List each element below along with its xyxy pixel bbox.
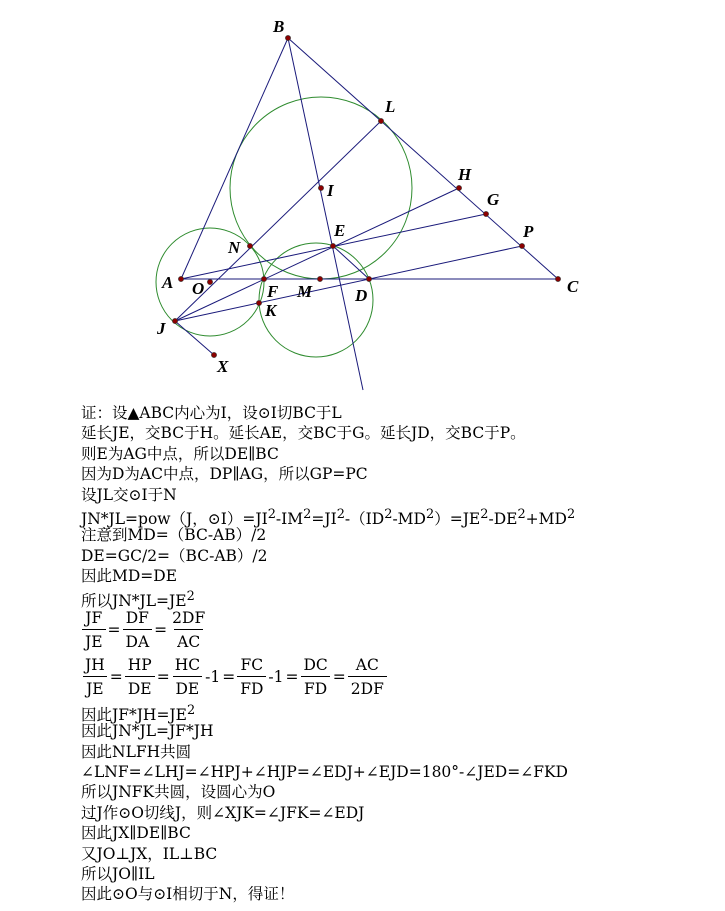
denominator: DA	[123, 629, 153, 651]
proof-line	[81, 701, 711, 725]
segment-JH	[175, 188, 459, 321]
fraction	[299, 656, 331, 698]
denominator: DE	[125, 676, 155, 698]
point-M	[317, 276, 322, 281]
equals: =	[154, 621, 168, 640]
label-M: M	[297, 282, 313, 301]
point-D	[366, 276, 371, 281]
pow-sup: 2	[425, 506, 435, 522]
equals: =	[222, 668, 236, 687]
proof-line: 证：设▲ABC内心为I，设⊙I切BC于L	[81, 404, 342, 422]
denominator: JE	[82, 629, 106, 651]
point-I	[318, 185, 323, 190]
geometry-figure	[0, 0, 725, 400]
pow-part: -MD	[392, 510, 426, 529]
jf-sup: 2	[186, 702, 196, 718]
fraction-equation-2	[81, 654, 711, 701]
label-F: F	[267, 282, 279, 301]
fraction	[81, 656, 109, 698]
label-P: P	[523, 222, 534, 241]
denominator: DE	[173, 676, 203, 698]
pow-sup: 2	[517, 506, 526, 522]
numerator: AC	[355, 656, 379, 675]
label-J: J	[157, 319, 166, 338]
denominator: JE	[83, 676, 107, 698]
label-D: D	[355, 286, 368, 305]
point-O	[207, 279, 212, 284]
proof-line: 因为D为AC中点，DP∥AG，所以GP=PC	[81, 465, 368, 484]
proof-line: 因此MD=DE	[81, 567, 178, 586]
pow-sup: 2	[336, 506, 345, 522]
label-C: C	[567, 277, 579, 296]
numerator: JH	[85, 656, 105, 675]
point-B	[285, 35, 290, 40]
pow-part: -（ID	[344, 510, 385, 529]
equals: =	[109, 668, 123, 687]
label-I: I	[327, 181, 334, 200]
denominator: FD	[301, 676, 330, 698]
numerator: HP	[127, 656, 152, 675]
label-O: O	[192, 279, 205, 298]
equals: =	[285, 668, 299, 687]
proof-line: 所以JNFK共圆，设圆心为O	[81, 783, 276, 802]
point-J	[172, 318, 177, 323]
proof-line: 则E为AG中点，所以DE∥BC	[81, 444, 279, 463]
proof-line	[81, 587, 711, 610]
fraction	[122, 609, 154, 651]
pow-sup: 2	[480, 506, 489, 522]
minus-one: -1	[268, 668, 284, 687]
label-G: G	[487, 190, 500, 209]
denominator: 2DF	[348, 676, 387, 698]
fraction	[124, 656, 156, 698]
proof-line: 延长JE，交BC于H。延长AE，交BC于G。延长JD，交BC于P。	[81, 424, 526, 443]
equals: =	[156, 668, 170, 687]
pow-part: JN*JL=pow（J，⊙I）=JI	[81, 510, 268, 529]
numerator: DC	[303, 656, 328, 675]
proof-line: ∠LNF=∠LHJ=∠HPJ+∠HJP=∠EDJ+∠EJD=180°-∠JED=∠FKD	[81, 763, 568, 782]
proof-line: 因此⊙O与⊙I相切于N，得证！	[81, 885, 295, 904]
point-F	[261, 276, 266, 281]
proof-line: 因此NLFH共圆	[81, 742, 192, 761]
proof-line: 因此JX∥DE∥BC	[81, 824, 191, 843]
pow-part: +MD	[525, 510, 567, 529]
label-E: E	[334, 221, 346, 240]
fraction	[81, 609, 107, 651]
fraction	[168, 609, 209, 651]
jn-sup: 2	[186, 588, 195, 604]
label-K: K	[265, 301, 277, 320]
proof-text	[81, 403, 711, 905]
denominator: AC	[174, 629, 203, 651]
pow-sup: 2	[566, 506, 576, 522]
fraction	[171, 656, 204, 698]
jf-text: 因此JF*JH=JE	[81, 706, 187, 725]
numerator: DF	[125, 609, 149, 628]
numerator: FC	[240, 656, 264, 675]
label-B: B	[273, 17, 285, 36]
segment-BC	[288, 38, 558, 279]
fraction-equation-1	[81, 607, 711, 654]
equals: =	[107, 621, 121, 640]
numerator: 2DF	[172, 609, 206, 628]
point-P	[519, 243, 524, 248]
point-X	[211, 352, 216, 357]
numerator: HC	[174, 656, 201, 675]
pow-part: ）=JE	[434, 510, 481, 529]
point-E	[330, 243, 335, 248]
pow-sup: 2	[267, 506, 276, 522]
proof-line: 设JL交⊙I于N	[81, 485, 177, 504]
jn-text: 所以JN*JL=JE	[81, 591, 187, 610]
label-X: X	[217, 357, 229, 376]
pow-sup: 2	[303, 506, 312, 522]
proof-line: DE=GC/2=（BC-AB）/2	[81, 546, 268, 565]
point-K	[256, 300, 261, 305]
pow-part: -DE	[488, 510, 518, 529]
numerator: JF	[85, 609, 103, 628]
proof-line: 所以JO∥IL	[81, 865, 155, 884]
pow-part: -IM	[275, 510, 304, 529]
fraction	[347, 656, 388, 698]
proof-line: 注意到MD=（BC-AB）/2	[81, 526, 267, 545]
point-N	[247, 243, 252, 248]
fraction	[236, 656, 267, 698]
minus-one: -1	[205, 668, 221, 687]
pow-part: =JI	[311, 510, 337, 529]
proof-line: 过J作⊙O切线J，则∠XJK=∠JFK=∠EDJ	[81, 803, 365, 822]
point-G	[483, 211, 488, 216]
line-BD-through-I	[288, 38, 363, 390]
segment-JP	[175, 246, 522, 321]
point-C	[555, 276, 560, 281]
label-H: H	[458, 165, 472, 184]
proof-line: 因此JN*JL=JF*JH	[81, 722, 214, 741]
label-A: A	[162, 273, 174, 292]
denominator: FD	[237, 676, 266, 698]
point-L	[378, 118, 383, 123]
segment-JX	[175, 321, 214, 355]
equals: =	[332, 668, 346, 687]
pow-equation	[81, 505, 711, 529]
point-A	[178, 276, 183, 281]
proof-line: 又JO⊥JX，IL⊥BC	[81, 844, 218, 863]
point-H	[456, 185, 461, 190]
label-L: L	[385, 97, 396, 116]
pow-sup: 2	[384, 506, 393, 522]
label-N: N	[228, 238, 241, 257]
